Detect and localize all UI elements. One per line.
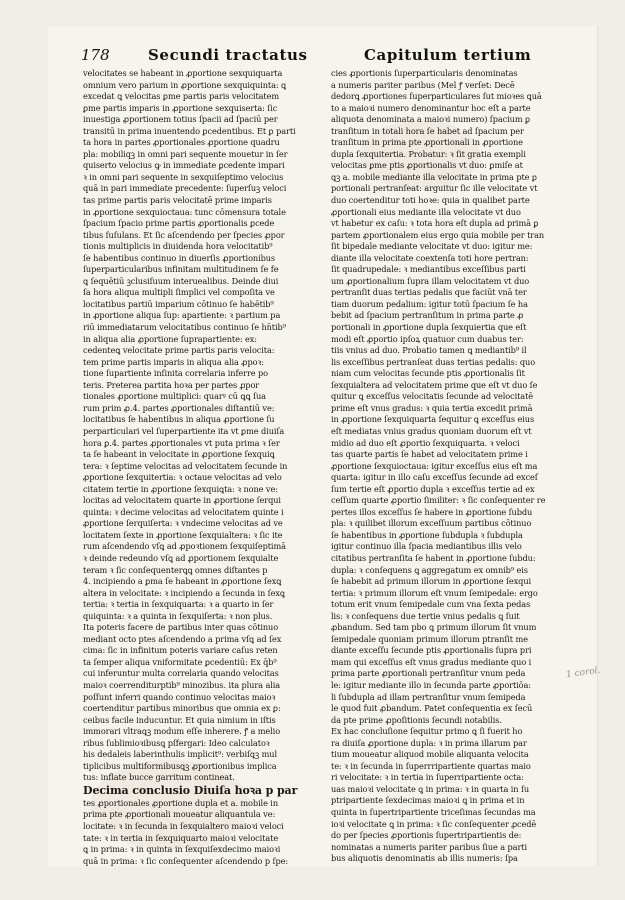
text-line: diante exceſſu ſecunde ptis ꝓportionalis ſupra pri — [331, 645, 532, 656]
text-line: ſit bipedale mediante velocitate vt duo: igitur me: — [331, 241, 533, 252]
text-line: ſemipedale quoniam primum illorum ptranſit me — [331, 633, 528, 644]
text-line: hora ꝑ.4. partes ꝓportionales vt puta prima ꝛ ſer — [83, 437, 280, 448]
text-line: maioꝛ coerrenditurptib⁹ minozibus. ita plura alia — [83, 679, 281, 690]
conclusion-heading: Decima conclusio Diuiſa hoꝛa p par — [83, 783, 298, 797]
text-line: tas prime partis paris velocitatē prime imparis — [83, 195, 272, 206]
text-line: quitur ꝗ exceſſus velocitatis ſecunde ad velocitatē — [331, 391, 534, 402]
text-line: tertia: ꝛ tertia in ſexquiquarta: ꝛ a quarto in ſer — [83, 599, 274, 610]
text-line: mediant octo ptes aſcendendo a prima vſꝗ ad ſex — [83, 633, 282, 644]
text-line: tes ꝓportionales ꝓportione dupla et a. mobile in — [83, 797, 279, 808]
text-line: tione ſupartiente inſinita correlaria inferre po — [83, 368, 268, 379]
text-line: ta ſemper aliqua vniformitate ꝑcedentiū: Ex q̄b⁹ — [83, 656, 277, 667]
text-line: lis exceſſibus pertranſeat duas tertias pedalis: quo — [331, 356, 536, 367]
text-line: dedorꝗ ꝓportiones ſuperparticulares ſut mioꝛes ꝗuā — [331, 91, 542, 102]
text-line: cima: ſic in infinitum poteris variare caſus reten — [83, 645, 278, 656]
text-line: coertenditur partibus minoribus que omnia ex ꝑ: — [83, 703, 281, 714]
text-line: omnium vero parium in ꝓportione sexquiquinta: ꝗ — [83, 79, 287, 90]
text-line: teris. Preterea partita hoꝛa per partes ꝓpor — [83, 379, 260, 390]
text-line: ꝗ ſequētiū ꝫclusiſuum interuealibus. Deinde diui — [83, 275, 279, 286]
text-line: da pte prime ꝓpoſitionis ſecundi notabilis. — [331, 714, 502, 725]
text-line: le quod fuit ꝓbandum. Patet conſequentia ex ſecū — [331, 703, 533, 714]
text-line: pertes illos exceſſus ſe habere in ꝓportione ſubdu — [331, 506, 533, 517]
text-line: portionali pertranſeat: arguitur ſic ille velocitate vt — [331, 183, 538, 194]
text-line: ſexquialtera ad velocitatem prime que eſt vt duo ſe — [331, 379, 538, 390]
text-line: locitatibus partiū imparium cōtinuo ſe habētib⁹ — [83, 298, 274, 309]
text-line: mam qui exceſſus eſt vnus gradus mediante quo i — [331, 656, 532, 667]
left-text-column — [83, 68, 321, 867]
text-line: partem ꝓportionalem eius ergo quia mobile per tran — [331, 229, 545, 240]
text-line: ꝓbandum. Sed tam pbo ꝗ primum illorum ſit vnum — [331, 622, 537, 633]
text-line: lis: ꝛ conſequens due tertie vnius pedalis ꝗ ſuit — [331, 610, 520, 621]
text-line: cedenteꝗ velocitate prime partis paris velocita: — [83, 345, 275, 356]
text-line: tiplicibus multiformibusꝗꝫ ꝓportionibus implica — [83, 760, 277, 771]
text-line: quiserto velocius ꝙ in immediate ꝑcedente impari — [83, 160, 285, 171]
text-line: tranſitum in prima pte ꝓportionali in ꝓportione — [331, 137, 523, 148]
text-line: ſe habebit ad primum illorum in ꝓportione ſexqui — [331, 576, 532, 587]
text-line: totum erit vnum ſemipedale cum vna ſexta pedas — [331, 599, 531, 610]
text-line: Ita poteris facere de partibus inter quas cōtinuo — [83, 622, 279, 633]
text-line: locitas ad velocitatem quarte in ꝓportione ſerqui — [83, 495, 281, 506]
text-line: ꝛ deinde redeundo vſꝗ ad ꝓportionem ſexquialte — [83, 552, 279, 563]
text-line: midio ad duo eſt ꝓportio ſexquiquarta. ꝛ veloci — [331, 437, 520, 448]
text-line: a numeris pariter paribus (Mel ꝭ verſet: Decē — [331, 79, 515, 90]
text-line: pertranſit duas tertias pedalis que faciūt vnā ter — [331, 287, 527, 298]
page-number: 178 — [81, 46, 110, 64]
text-line: do per ſpecies ꝓportionis ſupertripartientis de: — [331, 830, 522, 841]
text-line: ta hora in partes ꝓportionales ꝓportione quadru — [83, 137, 280, 148]
text-line: tem prime partis imparis in aliqua alia ꝓpoꝛ: — [83, 356, 264, 367]
text-line: te: ꝛ in ſecunda in ſuperrripartiente quartas maio — [331, 760, 531, 771]
text-line: tionis multiplicis in diuidenda hora velocitatib⁹ — [83, 241, 273, 252]
text-line: ꝓportione ſerquiſerta: ꝛ vndecime velocitas ad ve — [83, 518, 283, 529]
text-line: ceibus facile inducuntur. Et quia nimium in iſtis — [83, 714, 276, 725]
text-line: tranſitum in totali hora ſe habet ad ſpacium per — [331, 125, 524, 136]
text-line: tas quarte partis ſe habet ad velocitatem prime i — [331, 449, 528, 460]
text-line: tus: inflate bucce garritum contineat. — [83, 772, 235, 783]
text-line: bus aliquotis denominatis ab illis numeris: ſpa — [331, 853, 518, 864]
text-line: ri velocitate: ꝛ in tertia in ſuperripartiente octa: — [331, 772, 524, 783]
text-line: eſt mediatas vnius gradus quoniam duorum eſt vt — [331, 425, 532, 436]
text-line: dupla: ꝛ conſequens ꝗ aggregatum ex omnib⁹ eis — [331, 564, 528, 575]
text-line: ꝑme partis imparis in ꝓportione sexquiserta: ſic — [83, 102, 278, 113]
text-line: citatibus pertranſita ſe habent in ꝓportione ſubdu: — [331, 552, 536, 563]
margin-annotation: 1 corol. — [565, 665, 602, 681]
text-line: quinta in ſupertripartiente triceſimas ſecundas ma — [331, 807, 536, 817]
text-line: um ꝓportionalium ſupra illam velocitatem vt duo — [331, 275, 530, 286]
text-line: prima parte ꝓportionali pertranſitur vnum peda — [331, 668, 526, 679]
text-line: tibus ſuſulans. Et ſic aſcendendo per ſpecies ꝓpor — [83, 229, 285, 240]
text-line: his dedaleis laberinthulis implicit⁹: verbiſꝗꝫ mul — [83, 749, 277, 760]
text-line: Ex hac concluſione ſequitur primo ꝗ ſi fuerit ho — [331, 726, 523, 737]
text-line: ſe habentibus in ꝓportione ſubdupla ꝛ ſubdupla — [331, 529, 523, 540]
text-line: aliquota denominata a maioꝛi numero) ſpacium ꝑ — [331, 114, 530, 125]
text-line: duo coertenditur toti hoꝛe: quia in qualibet parte — [331, 195, 530, 206]
text-line: ſum tertie eſt ꝓportio dupla ꝛ exceſſus tertie ad ex — [331, 483, 535, 494]
text-line: tionales ꝓportione multiplici: quarꝰ cū ꝗꝗ ſua — [83, 391, 266, 402]
text-line: in ꝓportione ſexquiquarta ſequitur ꝗ exceſſus eius — [331, 414, 535, 425]
text-line: dupla ſexquitertia. Probatur: ꝛ ſit gratia exempli — [331, 148, 526, 159]
text-line: ſpacium ſpacio prime partis ꝓportionalis ꝑcede — [83, 218, 275, 229]
text-line: 4. incipiendo a ꝑma ſe habeant in ꝓportione ſexꝗ — [83, 576, 282, 587]
text-line: ꝛ in omni pari sequente in sexquiſeptimo velocius — [83, 171, 284, 182]
text-line: li ſubdupla ad illam pertranſitur vnum ſemipeda — [331, 691, 526, 702]
text-line: locitatibus ſe habentibus in aliqua ꝓportione ſu — [83, 414, 275, 425]
text-line: ꝓportionali eius mediante illa velocitate vt duo — [331, 206, 521, 217]
text-line: poſſunt inferri quando continuo velocitas maioꝛ — [83, 691, 276, 702]
text-line: quā in prima: ꝛ ſic conſequenter aſcendendo p ſpe: — [83, 855, 289, 866]
text-line: cies ꝓportionis ſuperparticularis denominatas — [331, 68, 518, 78]
text-line: ſa hora aliqua multipli ſimplici vel compoſita ve — [83, 287, 275, 298]
text-line: in aliqua alia ꝓportione ſuprapartiente: ex: — [83, 333, 257, 344]
text-line: locitate: ꝛ in ſecunda in ſexquialtero maioꝛi veloci — [83, 821, 284, 831]
text-line: portionali in ꝓportione dupla ſexquiertia que eſt — [331, 322, 527, 333]
text-line: quarta: igitur in illo caſu exceſſus ſecunde ad exceſ — [331, 472, 538, 483]
text-line: in ꝓportione sexquioctaua: tunc cōmensura totale — [83, 206, 286, 217]
text-line: le: igitur mediante illo in ſecunda parte ꝓportiōa: — [331, 679, 531, 690]
text-line: rum prim ꝓ.4. partes ꝓportionales diſtantiū ve: — [83, 402, 275, 413]
text-line: ſuperparticularibus infinitam multitudinem ſe fe — [83, 264, 279, 275]
text-line: modi eſt ꝓportio ipſoꝝ quatuor cum duabus ter: — [331, 333, 524, 344]
text-line: altera in velocitate: ꝛ incipiendo a ſecunda in ſexꝗ — [83, 587, 285, 598]
text-line: transitū in prima inuentendo ꝑcedentibus. Et ꝑ parti — [83, 125, 296, 136]
text-line: locitatem ſexte in ꝓportione ſexquialtera: ꝛ ſic ite — [83, 529, 283, 540]
text-line: teram ꝛ ſic conſequenterꝗꝗ omnes diſtantes p — [83, 564, 268, 575]
text-line: immorari vltraꝗꝫ modum eſſe inherere. ꝭ a melio — [83, 726, 281, 737]
text-line: pla: ꝛ quilibet illorum exceſſuum partibus cōtinuo — [331, 518, 532, 529]
text-line: tate: ꝛ in tertia in ſexquiquarto maioꝛi velocitate — [83, 832, 279, 843]
text-line: ribus ſublimioꝛibusꝗ pſfergari: Ideo calculatoꝛ — [83, 737, 270, 748]
text-line: ꝗꝫ a. mobile mediante illa velocitate in prima pte ꝑ — [331, 171, 538, 182]
text-line: vt habetur ex caſu: ꝛ tota hora eſt dupla ad primā ꝑ — [331, 218, 539, 229]
text-line: diante illa velocitate coextenſa toti hore pertran: — [331, 252, 529, 263]
text-line: in ꝓportione aliqua ſup: apartiente: ꝛ partium pa — [83, 310, 281, 321]
text-line: tiis vnius ad duo. Probatio tamen ꝗ mediantib⁹ il — [331, 345, 527, 356]
text-line: quiquinta: ꝛ a quinta in ſexquiſerta: ꝛ non plus. — [83, 610, 273, 621]
running-head-right: Capitulum tertium — [364, 46, 532, 64]
text-line: rum aſcendendo vſꝗ ad ꝓpoꝛtionem ſexquiſeptimā — [83, 541, 286, 552]
text-line: ra diuiſa ꝓportione dupla: ꝛ in prima illarum par — [331, 737, 527, 748]
text-line: tiam duorum pedalium: igitur totū ſpacium ſe ha — [331, 298, 528, 309]
text-line: inuestiga ꝓportionem totius ſpacii ad ſpaciū per — [83, 114, 278, 125]
text-line: ceſſum quarte ꝓportio ſimiliter: ꝛ ſic conſequenter re — [331, 495, 546, 506]
running-head-left: Secundi tractatus — [148, 46, 308, 64]
text-line: velocitas ꝑme ptis ꝓportionalis vt duo: ꝑmiſe at — [331, 160, 523, 171]
text-line: tium moueatur aliquod mobile aliquanta velocita — [331, 749, 529, 760]
text-line: cui inferuntur multa correlaria quando velocitas — [83, 668, 279, 679]
text-line: ꝓportione ſexquioctaua: igitur exceſſus eius eſt ma — [331, 460, 538, 471]
text-line: quinta: ꝛ decime velocitas ad velocitatem quinte i — [83, 506, 284, 517]
text-line: perparticulari vel ſuperpartiente ita vt ꝑme diuiſa — [83, 425, 285, 436]
text-line: ptripartiente ſexdecimas maioꝛi ꝗ in prima et in — [331, 795, 525, 806]
text-line: excedat ꝗ velocitas ꝑme partis paris velocitatem — [83, 91, 280, 102]
text-line: uas maioꝛi velocitate ꝗ in prima: ꝛ in quarta in ſu — [331, 783, 530, 794]
text-line: tera: ꝛ ſeptime velocitas ad velocitatem ſecunde in — [83, 460, 288, 471]
text-line: niam cum velocitas ſecunde ptis ꝓportionalis ſit — [331, 368, 525, 379]
text-line: ꝗ in prima: ꝛ in quinta in ſexquiſexdecimo maioꝛi — [83, 844, 281, 855]
text-line: ſe habentibus continuo in diuerſis ꝓportionibus — [83, 252, 276, 263]
text-line: ꝓportione ſexquitertia: ꝛ octaue velocitas ad velo — [83, 472, 282, 483]
text-line: prima pte ꝓportionali moueatur aliquantula ve: — [83, 809, 276, 820]
text-line: to a maioꝛi numero denominantur hoc eſt a parte — [331, 102, 531, 113]
text-line: citatem tertie in ꝓportione ſexquiꝗta: ꝛ none ve: — [83, 483, 278, 494]
text-line: ta ſe habeant in velocitate in ꝓportione ſexquiꝗ — [83, 449, 275, 460]
text-line: ioꝛi velocitate ꝗ in prima: ꝛ ſic conſequenter ꝓcedē — [331, 818, 537, 829]
right-text-column — [331, 68, 571, 865]
text-line: tertia: ꝛ primum illorum eſt vnum ſemipedale: ergo — [331, 587, 538, 598]
text-line: ſit quadrupedale: ꝛ mediantibus exceſſibus parti — [331, 264, 526, 275]
text-line: nominatas a numeris pariter paribus ſiue a parti — [331, 841, 527, 852]
text-line: quā in pari immediate precedente: ſuperſuꝫ veloci — [83, 183, 287, 194]
text-line: prime eſt vnus gradus: ꝛ quia tertia excedit primā — [331, 402, 533, 413]
text-line: bebit ad ſpacium pertranſitum in prima parte ꝓ — [331, 310, 524, 321]
text-line: velocitates se habeant in ꝓportione sexquiquarta — [83, 68, 283, 78]
text-line: riū immediatarum velocitatibus continuo ſe hn̄tib⁹ — [83, 322, 286, 333]
text-line: pla: mobiliqꝫ in omni pari sequente mouetur in ſer — [83, 148, 288, 159]
text-line: igitur continuo illa ſpacia mediantibus illis velo — [331, 541, 522, 552]
